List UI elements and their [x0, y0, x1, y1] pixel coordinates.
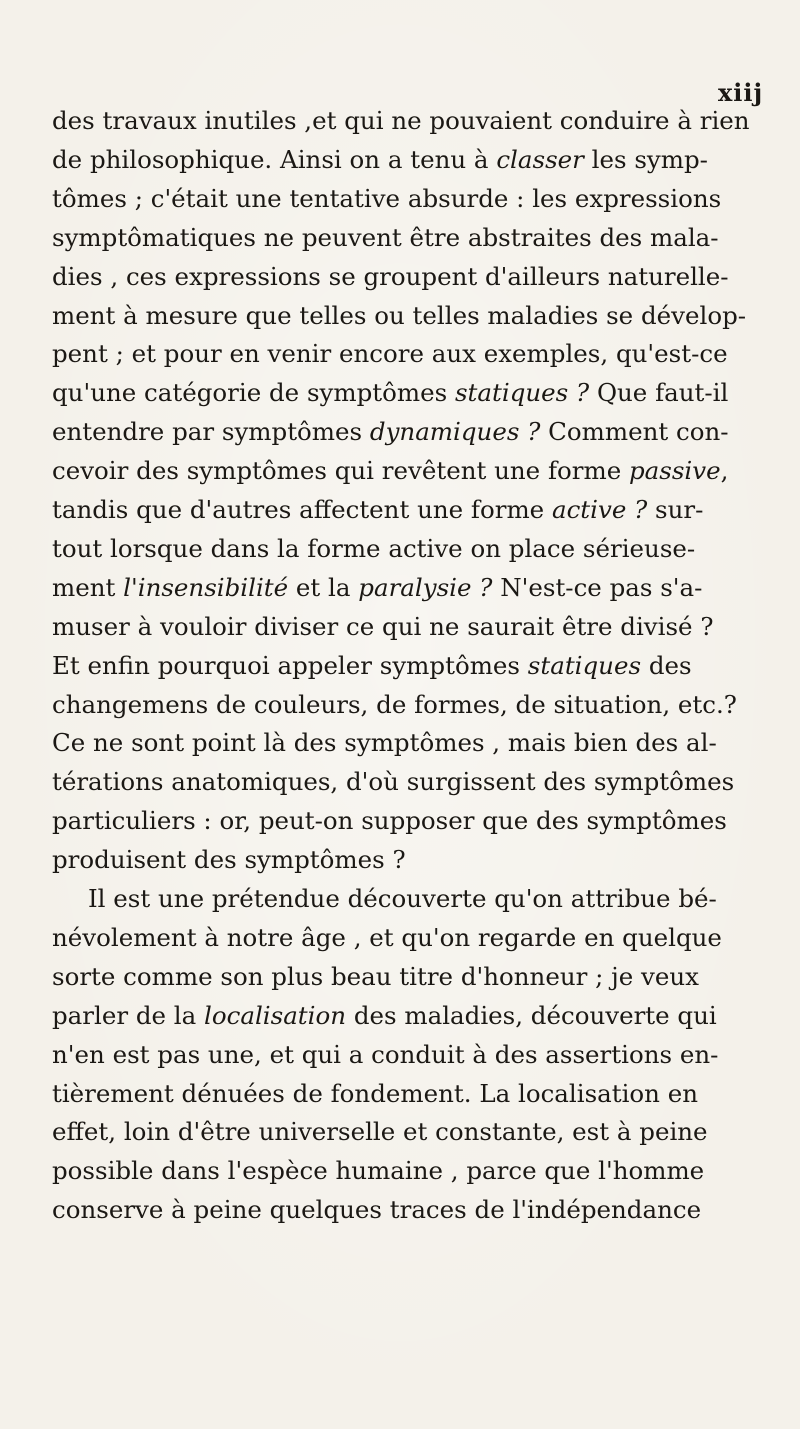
text-segment: tout lorsque dans la forme active on place sérieuse- [52, 533, 696, 563]
text-line [52, 145, 708, 175]
text-line [52, 223, 719, 253]
text-segment: particuliers : or, peut-on supposer que des symptômes [52, 806, 727, 836]
italic-text: classer [496, 144, 584, 174]
text-segment: dies , ces expressions se groupent d'ailleurs naturelle- [52, 261, 729, 291]
text-line [52, 1079, 698, 1109]
text-segment: sorte comme son plus beau titre d'honneur ; je veux [52, 961, 699, 991]
text-line [52, 573, 702, 603]
text-segment: les symp- [583, 144, 708, 174]
text-segment: tièrement dénuées de fondement. La localisation en [52, 1078, 699, 1108]
text-line [52, 651, 692, 681]
text-segment: N'est-ce pas s'a- [492, 572, 703, 602]
text-segment: Que faut-il [589, 378, 729, 408]
text-line [52, 1001, 717, 1031]
page-number: xiij [718, 78, 764, 107]
text-segment: possible dans l'espèce humaine , parce que l'homme [52, 1156, 705, 1186]
text-line [52, 456, 728, 486]
text-segment: des maladies, découverte qui [346, 1000, 717, 1030]
text-segment: tômes ; c'était une tentative absurde : les expressions [52, 183, 722, 213]
text-segment: des [641, 650, 692, 680]
text-segment: produisent des symptômes ? [52, 845, 406, 875]
text-line [52, 1040, 718, 1070]
text-line [52, 378, 728, 408]
text-segment: tandis que d'autres affectent une forme [52, 495, 552, 524]
text-line [52, 417, 729, 447]
italic-text: l'insensibilité [123, 572, 289, 602]
text-line [52, 1156, 704, 1186]
text-line [52, 339, 728, 369]
text-line [52, 495, 703, 525]
text-segment: névolement à notre âge , et qu'on regarde en quelque [52, 922, 722, 952]
text-line [52, 767, 734, 797]
text-line [52, 106, 750, 136]
italic-text: statiques [527, 650, 642, 680]
text-segment: Comment con- [540, 417, 729, 447]
text-segment: des travaux inutiles ,et qui ne pouvaient conduire à rien [52, 106, 750, 135]
text-segment: parler de la [52, 1000, 205, 1030]
italic-text: localisation [204, 1000, 347, 1030]
text-segment: muser à vouloir diviser ce qui ne saurait être divisé ? [52, 611, 714, 641]
text-line [52, 962, 699, 992]
text-line [52, 806, 727, 836]
text-segment: ment à mesure que telles ou telles maladies se dévelop- [52, 300, 747, 330]
text-line [52, 534, 695, 564]
italic-text: paralysie ? [358, 572, 493, 602]
italic-text: active ? [551, 495, 648, 524]
text-line [52, 845, 406, 875]
text-segment: térations anatomiques, d'où surgissent des symptômes [52, 767, 735, 797]
text-line [52, 301, 746, 331]
text-segment: cevoir des symptômes qui revêtent une forme [52, 456, 629, 486]
text-segment: Et enfin pourquoi appeler symptômes [52, 650, 528, 680]
text-segment: entendre par symptômes [52, 417, 370, 447]
text-line [52, 728, 717, 758]
text-line [88, 884, 717, 914]
text-segment: ment [52, 572, 124, 602]
text-segment: qu'une catégorie de symptômes [52, 378, 455, 408]
text-segment: conserve à peine quelques traces de l'indépendance [52, 1195, 702, 1225]
italic-text: passive [629, 456, 721, 486]
text-segment: effet, loin d'être universelle et constante, est à peine [52, 1117, 708, 1147]
text-line [52, 612, 713, 642]
text-segment: Ce ne sont point là des symptômes , mais bien des al- [52, 728, 717, 758]
text-segment: changemens de couleurs, de formes, de situation, etc.? [52, 689, 737, 719]
text-line [52, 1117, 708, 1147]
text-line [52, 923, 722, 953]
text-line [52, 690, 737, 720]
text-segment: et la [288, 572, 359, 602]
italic-text: dynamiques ? [369, 417, 541, 447]
text-segment: de philosophique. Ainsi on a tenu à [52, 144, 497, 174]
text-segment: , [720, 456, 729, 486]
text-line [52, 262, 729, 292]
italic-text: statiques ? [454, 378, 590, 408]
text-segment: symptômatiques ne peuvent être abstraites des mala- [52, 222, 719, 252]
text-segment: pent ; et pour en venir encore aux exemples, qu'est-ce [52, 339, 728, 369]
text-segment: sur- [647, 495, 704, 524]
text-segment: n'en est pas une, et qui a conduit à des assertions en- [52, 1039, 719, 1069]
text-segment: Il est une prétendue découverte qu'on attribue bé- [88, 884, 717, 913]
text-line [52, 1195, 701, 1225]
text-line [52, 184, 721, 214]
